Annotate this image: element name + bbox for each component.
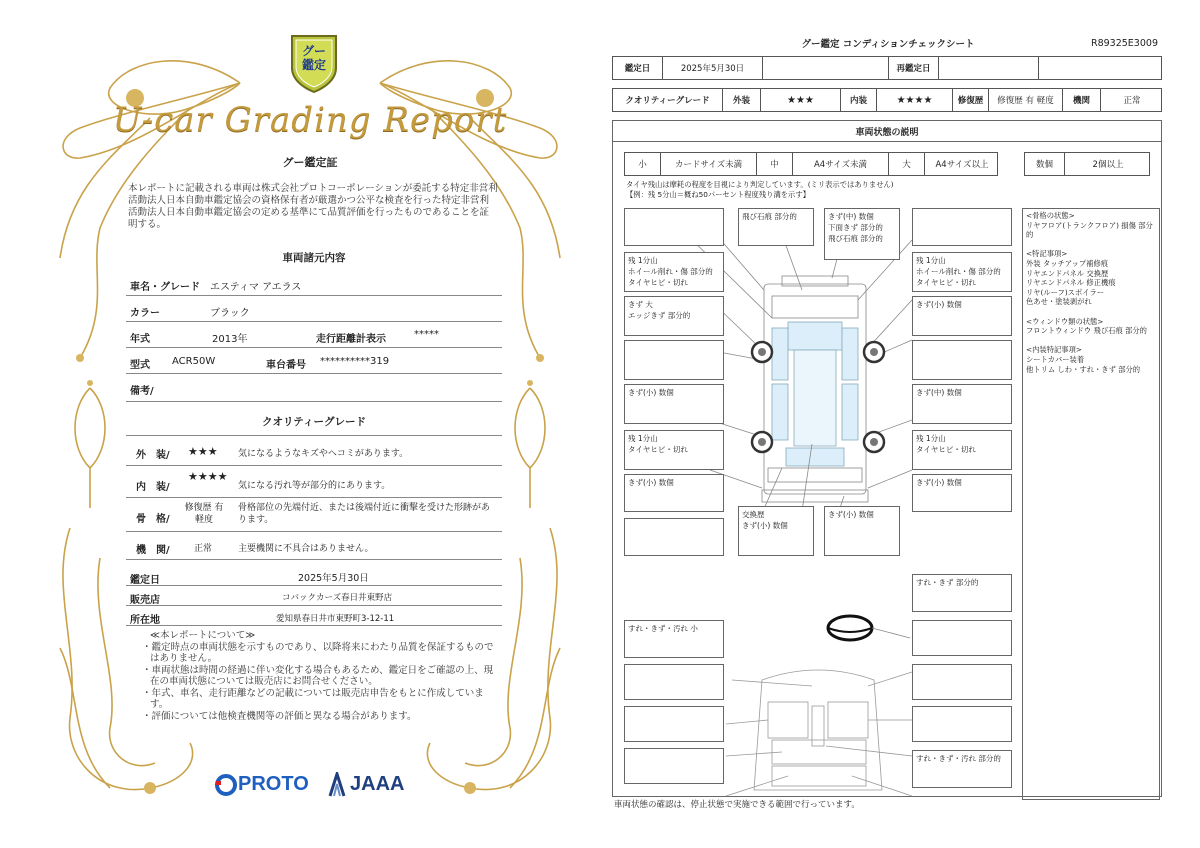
grading-certificate: [40, 28, 580, 828]
annotation-interior-rear: すれ・きず・汚れ 部分的: [912, 750, 1012, 788]
annotation-box-empty: [912, 620, 1012, 656]
note-item: ・年式、車名、走行距離などの記載については販売店申告をもとに作成しています。: [142, 687, 484, 710]
info-address-label: 所在地: [130, 615, 160, 626]
note-item: ・鑑定時点の車両状態を示すものであり、以降将来にわたり品質を保証するものではありません。: [142, 641, 494, 664]
annotation-box-empty: [912, 664, 1012, 700]
size-mid-desc: A4サイズ未満: [793, 153, 889, 175]
grade-interior-stars: ★★★★: [188, 470, 228, 483]
annotation-right-side-3: きず(中) 数個: [912, 384, 1012, 424]
goo-appraisal-badge: [288, 32, 340, 94]
interior-layout-icon: [726, 670, 912, 796]
spec-row-year: [126, 322, 502, 348]
explain-heading: 車両状態の説明: [612, 120, 1162, 142]
size-mid: 中: [757, 153, 793, 175]
spec-mileage-value: *****: [414, 329, 439, 340]
spec-year-value: 2013年: [212, 334, 248, 345]
size-small-desc: カードサイズ未満: [661, 153, 757, 175]
info-shop-label: 販売店: [130, 595, 160, 606]
int-stars: ★★★★: [877, 89, 953, 111]
spec-color-label: カラー: [130, 308, 160, 319]
proto-logo-icon: [214, 773, 238, 797]
grade-row-engine: [126, 532, 502, 560]
annotation-rear-lower: きず(小) 数個: [824, 506, 900, 556]
date-value: 2025年5月30日: [663, 57, 763, 79]
ext-label: 外装: [723, 89, 761, 111]
annotation-box-empty: [624, 340, 724, 380]
annotation-box-empty: [624, 664, 724, 700]
size-large-desc: A4サイズ以上: [935, 160, 989, 170]
certificate-text: 本レポートに記載される車両は株式会社プロトコーポレーションが委託する特定非営利活動法人日本自動車鑑定協会の資格保有者が厳選かつ公平な検査を行った特定非営利活動法人日本自動車鑑定協会の定める基準にて品質評価を行ったものであることを証明する。: [128, 183, 498, 230]
report-title: U-car Grading Report: [112, 100, 508, 140]
repair-label: 修復歴: [953, 89, 989, 111]
sheet-title: グー鑑定 コンディションチェックシート: [801, 39, 975, 50]
condition-check-sheet: [612, 34, 1164, 814]
info-row-shop: [126, 586, 502, 606]
spec-row-model: [126, 348, 502, 374]
grade-row-exterior: [126, 436, 502, 466]
info-address-value: 愛知県春日井市東野町3-12-11: [276, 614, 395, 624]
date-row: [612, 56, 1162, 80]
grade-engine-label: 機 関/: [136, 545, 170, 556]
annotation-box-empty: [912, 706, 1012, 742]
certificate-heading: グー鑑定証: [282, 156, 338, 169]
annotation-left-side-3: きず(小) 数個: [624, 384, 724, 424]
engine-label: 機関: [1063, 89, 1101, 111]
annotation-interior-front: すれ・きず・汚れ 小: [624, 620, 724, 658]
steering-wheel-icon: [828, 616, 910, 640]
tire-note-line: 【例：残 5分山＝概ね50パーセント程度残り溝を示す】: [626, 190, 810, 199]
annotation-left-side-4: きず(小) 数個: [624, 474, 724, 512]
note-item: ・車両状態は時間の経過に伴い変化する場合もあるため、鑑定日をご確認の上、現在の車両状態については販売店にお問合せください。: [142, 664, 494, 687]
spec-name-value: エスティマ アエラス: [210, 282, 302, 293]
grade-exterior-label: 外 装/: [136, 450, 170, 461]
reinspect-value: [939, 57, 1039, 79]
spec-row-color: [126, 296, 502, 322]
size-legend: [624, 152, 998, 176]
spec-name-label: 車名・グレード: [130, 282, 200, 293]
spec-row-name: [126, 272, 502, 296]
spec-chassis-value: **********319: [320, 356, 390, 367]
sheet-code: R89325E3009: [1090, 38, 1158, 49]
specs-heading: 車両諸元内容: [282, 252, 346, 264]
annotation-steering: すれ・きず 部分的: [912, 574, 1012, 612]
annotation-left-front-tire: 残 1分山 ホイール削れ・傷 部分的 タイヤヒビ・切れ: [624, 252, 724, 292]
annotation-right-rear-tire: 残 1分山 タイヤヒビ・切れ: [912, 430, 1012, 470]
info-shop-value: コバックカーズ春日井東野店: [282, 593, 393, 603]
jaaa-logo-text: JAAA: [350, 773, 405, 795]
count-label: 数個: [1025, 153, 1065, 175]
info-date-value: 2025年5月30日: [298, 573, 369, 584]
annotation-left-side-1: きず 大 エッジきず 部分的: [624, 296, 724, 336]
annotation-right-front-tire: 残 1分山 ホイール削れ・傷 部分的 タイヤヒビ・切れ: [912, 252, 1012, 292]
grade-divider: [126, 428, 502, 436]
spec-mileage-label: 走行距離計表示: [316, 334, 386, 345]
grade-frame-value: 修復歴 有 軽度: [184, 503, 224, 525]
grade-engine-value: 正常: [194, 544, 213, 554]
annotation-box-empty: [624, 208, 724, 246]
annotation-right-side-4: きず(小) 数個: [912, 474, 1012, 512]
annotation-box-empty: [624, 748, 724, 784]
count-legend: [1024, 152, 1150, 176]
annotation-front-upper: 飛び石痕 部分的: [738, 208, 814, 246]
annotation-left-rear-tire: 残 1分山 タイヤヒビ・切れ: [624, 430, 724, 470]
grade-interior-desc: 気になる汚れ等が部分的にあります。: [238, 481, 391, 491]
reinspect-label: 再鑑定日: [889, 57, 939, 79]
engine-value: 正常: [1123, 96, 1141, 106]
size-small: 小: [625, 153, 661, 175]
info-date-label: 鑑定日: [130, 575, 160, 586]
report-notes: [136, 630, 498, 722]
count-desc: 2個以上: [1092, 160, 1124, 170]
spec-remarks-label: 備考/: [130, 386, 154, 397]
int-label: 内装: [841, 89, 877, 111]
spec-model-value: ACR50W: [172, 356, 216, 367]
grade-summary-title: クオリティーグレード: [613, 89, 723, 111]
grade-interior-label: 内 装/: [136, 482, 170, 493]
tire-note: [626, 180, 894, 200]
annotation-box-empty: [912, 340, 1012, 380]
grade-row-interior: [126, 466, 502, 498]
spec-model-label: 型式: [130, 360, 150, 371]
grade-row-frame: [126, 498, 502, 532]
info-row-address: [126, 606, 502, 626]
date-label: 鑑定日: [613, 57, 663, 79]
spec-row-remarks: [126, 374, 502, 402]
info-row-date: [126, 566, 502, 586]
size-large: 大: [889, 153, 925, 175]
sponsor-logos: [210, 770, 410, 800]
repair-value: 修復歴 有 軽度: [989, 89, 1063, 111]
annotation-box-empty: [624, 518, 724, 556]
note-item: ・評価については他検査機関等の評価と異なる場合があります。: [142, 710, 417, 722]
spec-chassis-label: 車台番号: [266, 360, 306, 371]
grade-summary-row: [612, 88, 1162, 112]
notes-heading: ≪本レポートについて≫: [150, 630, 256, 641]
spec-color-value: ブラック: [210, 308, 250, 319]
annotation-box-empty: [912, 208, 1012, 246]
reinspect-empty-cell: [1039, 57, 1163, 79]
grade-frame-desc: 骨格部位の先端付近、または後端付近に衝撃を受けた形跡があります。: [238, 503, 491, 525]
grade-engine-desc: 主要機関に不具合はありません。: [238, 544, 374, 554]
proto-logo-text: PROTO: [238, 773, 309, 795]
tire-note-line: タイヤ残山は摩耗の程度を目視により判定しています。(ミリ表示ではありません): [626, 180, 894, 189]
grade-exterior-stars: ★★★: [188, 445, 218, 458]
annotation-front-lower: きず(中) 数個 下面きず 部分的 飛び石痕 部分的: [824, 208, 900, 260]
sheet-footer-note: 車両状態の確認は、停止状態で実施できる範囲で行っています。: [614, 800, 860, 810]
badge-text: グー 鑑定: [301, 44, 326, 72]
ext-stars: ★★★: [761, 89, 841, 111]
jaaa-logo-icon: [328, 772, 346, 798]
date-empty-cell: [763, 57, 889, 79]
grade-frame-label: 骨 格/: [136, 514, 170, 525]
condition-remarks: <骨格の状態> リヤフロア(トランクフロア) 損傷 部分的 <特記事項> 外装 タッチアップ補修痕 リヤエンドパネル 交換歴 リヤエンドパネル 修正機痕 リヤ(ルーフ)スポイラー 色あせ・塗装剥がれ <ウィンドウ類の状態> フロントウィンドウ 飛び石痕 部分的 <内装特記事項> シートカバー装着 他トリム しわ・すれ・きず 部分的: [1022, 208, 1160, 800]
annotation-box-empty: [624, 706, 724, 742]
grade-heading: クオリティーグレード: [262, 416, 366, 428]
grade-exterior-desc: 気になるようなキズやヘコミがあります。: [238, 449, 409, 459]
spec-year-label: 年式: [130, 334, 150, 345]
annotation-rear-upper: 交換歴 きず(小) 数個: [738, 506, 814, 556]
annotation-right-side-1: きず(小) 数個: [912, 296, 1012, 336]
